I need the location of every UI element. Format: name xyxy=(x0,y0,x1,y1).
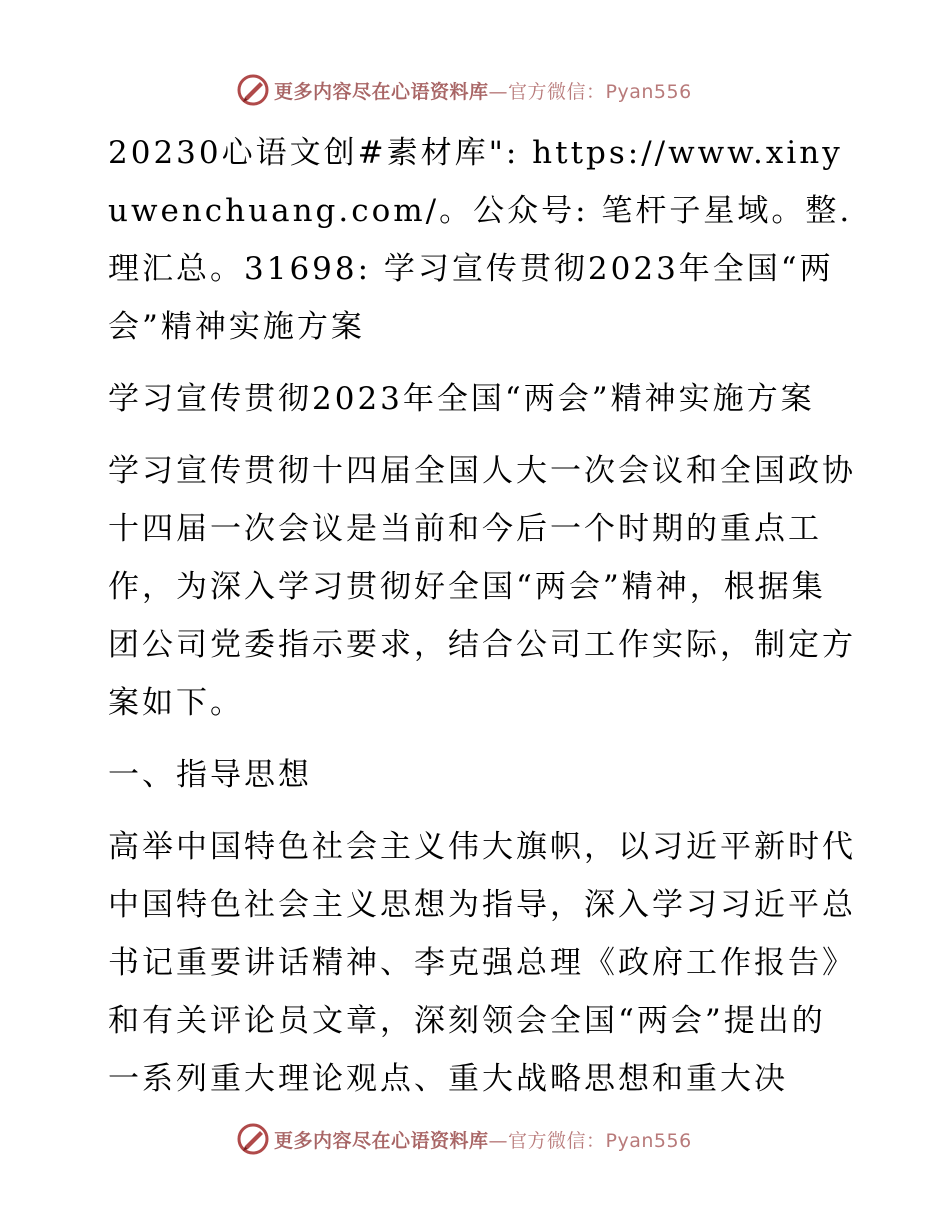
header-banner-sep: — xyxy=(488,80,509,103)
document-body xyxy=(98,124,858,1108)
header-banner xyxy=(236,72,716,108)
logo-icon xyxy=(236,73,270,107)
intro-paragraph: 20230心语文创#素材库": https://www.xinyuwenchuang.com/。公众号: 笔杆子星域。整.理汇总。31698: 学习宣传贯彻2023年全国“两会”精神实施方案 xyxy=(108,135,853,345)
footer-banner-sep: — xyxy=(488,1129,509,1152)
paragraph-2: 高举中国特色社会主义伟大旗帜，以习近平新时代中国特色社会主义思想为指导，深入学习习近平总书记重要讲话精神、李克强总理《政府工作报告》和有关评论员文章，深刻领会全国“两会”提出的一系列重大理论观点、重大战略思想和重大决 xyxy=(108,829,856,1097)
header-banner-main: 更多内容尽在心语资料库 xyxy=(274,80,489,103)
logo-icon xyxy=(236,1122,270,1156)
footer-banner xyxy=(236,1121,716,1157)
section-1-heading: 一、指导思想 xyxy=(108,757,312,793)
header-banner-suffix: 官方微信：Pyan556 xyxy=(508,80,692,103)
document-title: 学习宣传贯彻2023年全国“两会”精神实施方案 xyxy=(108,381,815,417)
paragraph-1: 学习宣传贯彻十四届全国人大一次会议和全国政协十四届一次会议是当前和今后一个时期的重点工作，为深入学习贯彻好全国“两会”精神，根据集团公司党委指示要求，结合公司工作实际，制定方案如下。 xyxy=(108,453,856,721)
footer-banner-suffix: 官方微信：Pyan556 xyxy=(508,1129,692,1152)
footer-banner-main: 更多内容尽在心语资料库 xyxy=(274,1129,489,1152)
